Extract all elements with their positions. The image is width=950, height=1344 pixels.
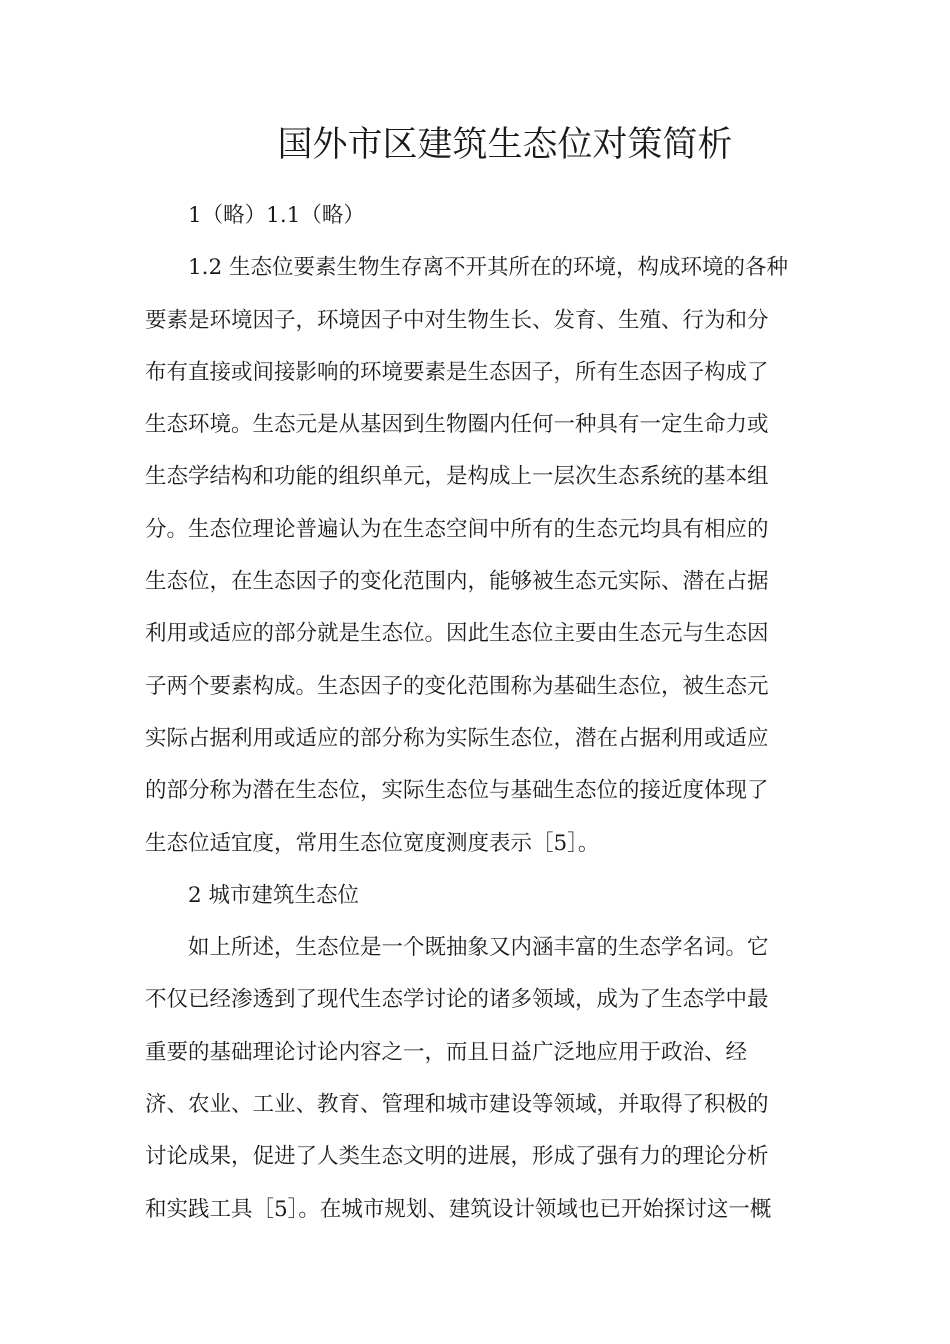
paragraph-line: 子两个要素构成。生态因子的变化范围称为基础生态位，被生态元 <box>145 673 769 699</box>
paragraph-line: 的部分称为潜在生态位，实际生态位与基础生态位的接近度体现了 <box>145 778 769 804</box>
paragraph-line: 讨论成果，促进了人类生态文明的进展，形成了强有力的理论分析 <box>145 1144 769 1170</box>
paragraph-urban-niche-intro <box>145 922 805 1236</box>
paragraph-line: 利用或适应的部分就是生态位。因此生态位主要由生态元与生态因 <box>145 621 769 647</box>
section-heading-2 <box>145 870 805 922</box>
paragraph-line: 生态学结构和功能的组织单元，是构成上一层次生态系统的基本组 <box>145 464 769 490</box>
paragraph-ecological-niche-elements <box>145 242 805 870</box>
document-title: 国外市区建筑生态位对策简析 <box>277 125 733 165</box>
document-body <box>145 190 805 1236</box>
paragraph-line: 如上所述，生态位是一个既抽象又内涵丰富的生态学名词。它 <box>188 935 769 961</box>
paragraph-line: 生态位适宜度，常用生态位宽度测度表示［5］。 <box>145 830 600 856</box>
paragraph-line: 重要的基础理论讨论内容之一，而且日益广泛地应用于政治、经 <box>145 1039 748 1065</box>
paragraph-heading-1 <box>145 190 805 242</box>
paragraph-line: 1.2 生态位要素生物生存离不开其所在的环境，构成环境的各种 <box>188 255 789 281</box>
paragraph-line: 2 城市建筑生态位 <box>188 882 360 908</box>
paragraph-line: 布有直接或间接影响的环境要素是生态因子，所有生态因子构成了 <box>145 359 769 385</box>
paragraph-line: 和实践工具［5］。在城市规划、建筑设计领域也已开始探讨这一概 <box>145 1196 772 1222</box>
paragraph-line: 不仅已经渗透到了现代生态学讨论的诸多领域，成为了生态学中最 <box>145 987 769 1013</box>
paragraph-line: 分。生态位理论普遍认为在生态空间中所有的生态元均具有相应的 <box>145 516 769 542</box>
paragraph-line: 济、农业、工业、教育、管理和城市建设等领域，并取得了积极的 <box>145 1092 769 1118</box>
paragraph-line: 要素是环境因子，环境因子中对生物生长、发育、生殖、行为和分 <box>145 307 769 333</box>
paragraph-line: 生态位，在生态因子的变化范围内，能够被生态元实际、潜在占据 <box>145 569 769 595</box>
paragraph-line: 生态环境。生态元是从基因到生物圈内任何一种具有一定生命力或 <box>145 412 769 438</box>
paragraph-line: 1（略）1.1（略） <box>188 203 365 228</box>
paragraph-line: 实际占据利用或适应的部分称为实际生态位，潜在占据利用或适应 <box>145 725 769 751</box>
